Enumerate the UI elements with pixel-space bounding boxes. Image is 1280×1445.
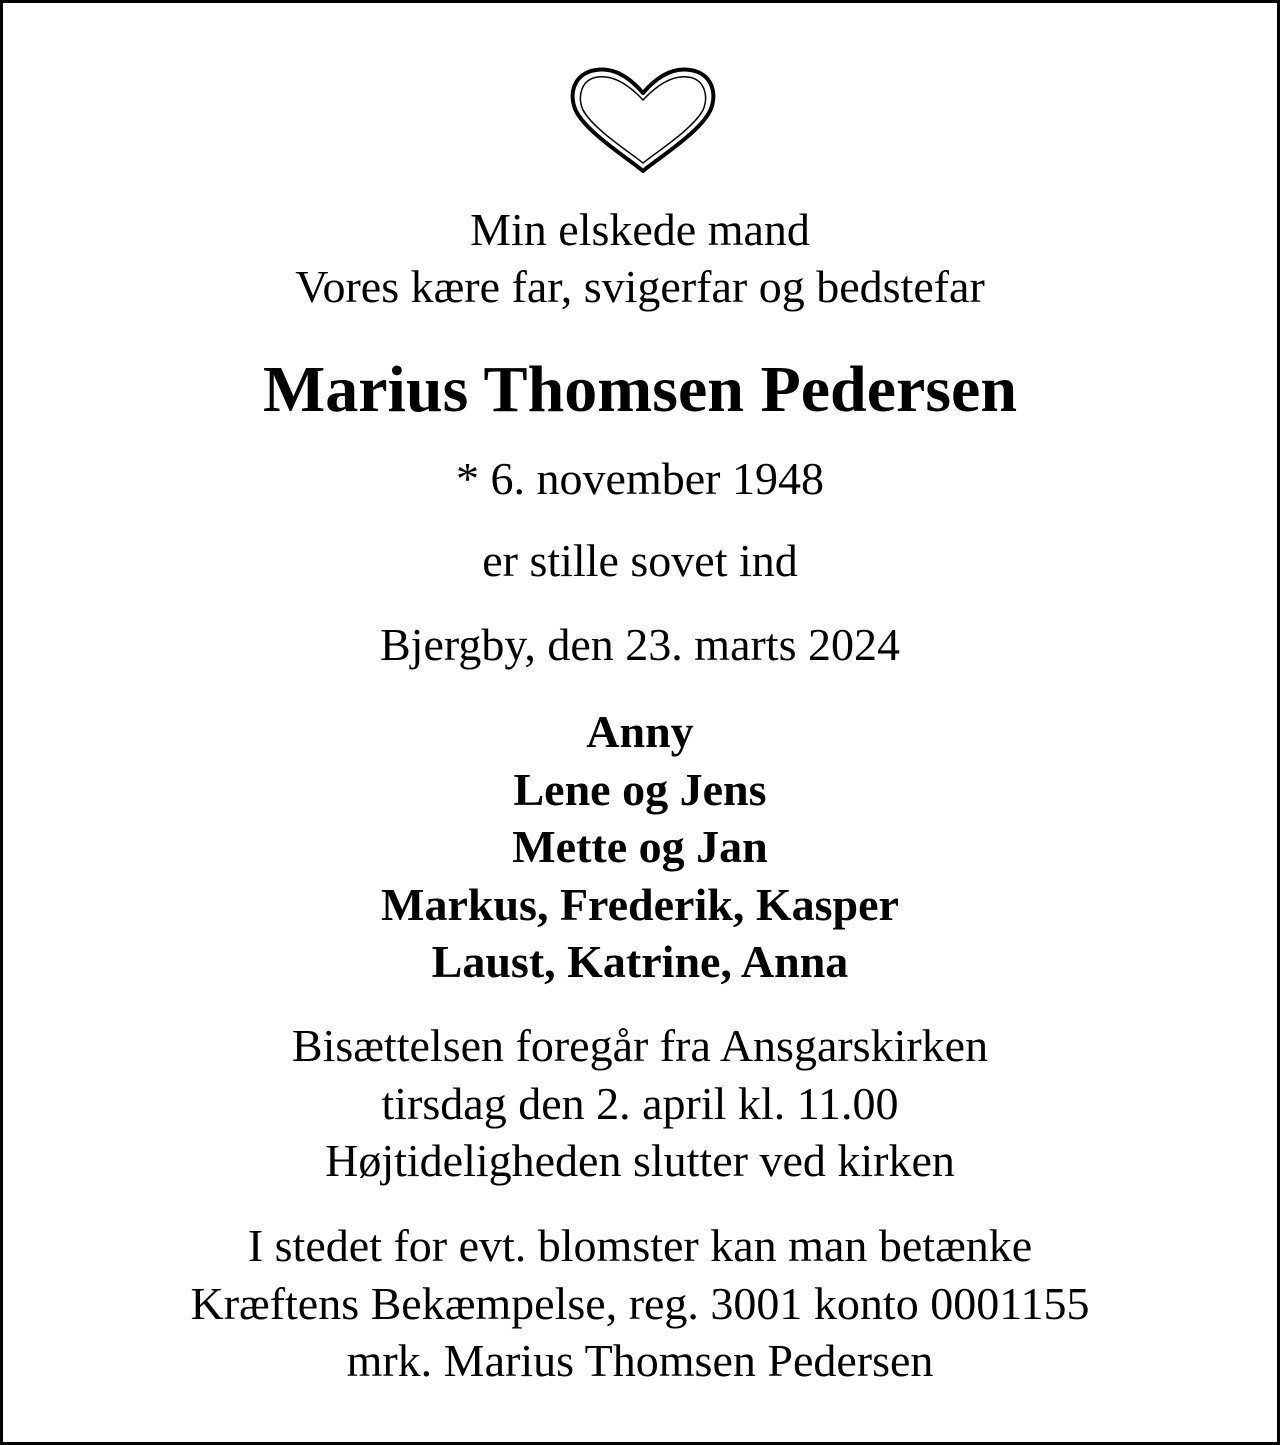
intro-text (3, 201, 1277, 315)
family-member: Markus, Frederik, Kasper (381, 878, 899, 930)
birth-date: * 6. november 1948 (456, 453, 824, 504)
donation-line-1: I stedet for evt. blomster kan man betænke (247, 1220, 1033, 1271)
intro-line-2: Vores kære far, svigerfar og bedstefar (295, 261, 985, 312)
ceremony-line-2: tirsdag den 2. april kl. 11.00 (381, 1077, 899, 1129)
ceremony-line-1: Bisættelsen foregår fra Ansgarskirken (291, 1020, 989, 1071)
donation-line-2: Kræftens Bekæmpelse, reg. 3001 konto 0001155 (190, 1277, 1090, 1329)
place-and-date: Bjergby, den 23. marts 2024 (380, 619, 900, 670)
family-member: Anny (586, 706, 694, 757)
ceremony-info (3, 1017, 1277, 1190)
family-list (3, 703, 1277, 991)
deceased-name: Marius Thomsen Pedersen (262, 353, 1018, 426)
donation-line-3: mrk. Marius Thomsen Pedersen (346, 1335, 934, 1386)
heart-icon (569, 67, 717, 173)
family-member: Mette og Jan (512, 821, 768, 872)
donation-info (3, 1217, 1277, 1390)
family-member: Lene og Jens (513, 763, 767, 815)
ceremony-line-3: Højtideligheden slutter ved kirken (325, 1135, 955, 1186)
intro-line-1: Min elskede mand (470, 204, 810, 255)
passing-text: er stille sovet ind (482, 535, 798, 586)
family-member: Laust, Katrine, Anna (431, 936, 849, 987)
